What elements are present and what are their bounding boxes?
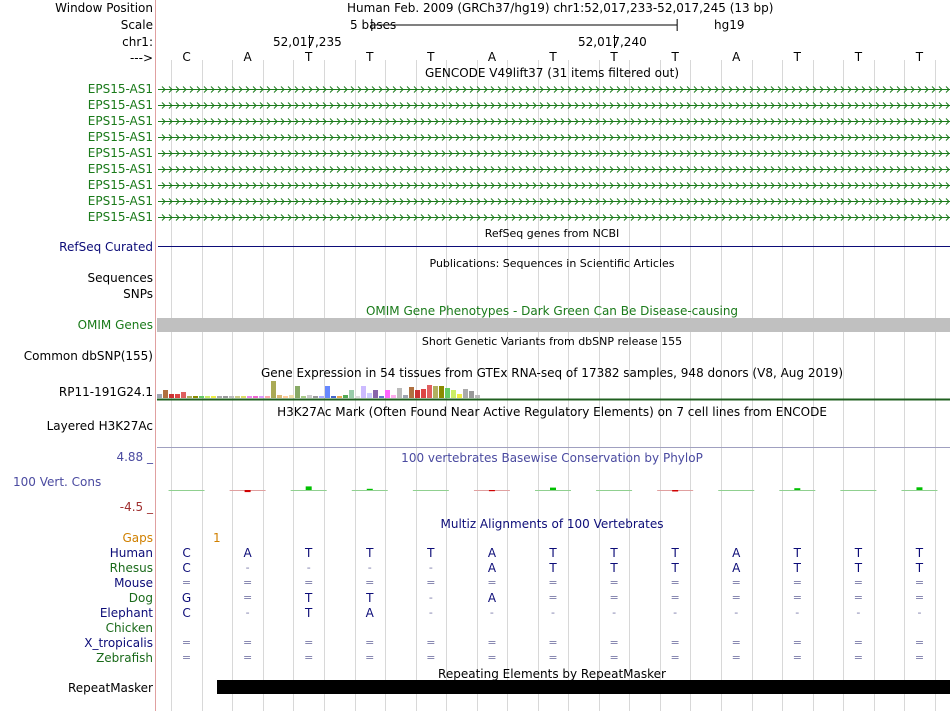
multiz-aligned-base: =: [487, 576, 497, 589]
multiz-aligned-base: =: [243, 576, 253, 589]
multiz-aligned-base: =: [853, 636, 863, 649]
reference-base: T: [915, 50, 924, 64]
multiz-aligned-base: T: [366, 591, 374, 605]
multiz-aligned-base: =: [731, 576, 741, 589]
gencode-transcript-label[interactable]: EPS15-AS1: [87, 82, 153, 96]
reference-base: T: [427, 50, 435, 64]
gtex-tissue-bar: [163, 390, 168, 398]
multiz-aligned-base: T: [793, 561, 801, 575]
multiz-title: Multiz Alignments of 100 Vertebrates: [440, 517, 664, 531]
multiz-aligned-base: =: [609, 576, 619, 589]
gtex-tissue-bar: [445, 388, 450, 398]
multiz-aligned-base: =: [670, 591, 680, 604]
multiz-species-label[interactable]: Mouse: [114, 576, 153, 590]
multiz-aligned-base: T: [854, 561, 863, 575]
reference-base: A: [732, 50, 741, 64]
reference-base: T: [793, 50, 801, 64]
gtex-tissue-bar: [349, 390, 354, 398]
multiz-species-label[interactable]: Zebrafish: [96, 651, 153, 665]
multiz-aligned-base: -: [428, 606, 433, 619]
gencode-transcript-label[interactable]: EPS15-AS1: [87, 114, 153, 128]
multiz-aligned-base: =: [243, 651, 253, 664]
refseq-title: RefSeq genes from NCBI: [484, 227, 620, 240]
multiz-aligned-base: -: [428, 591, 433, 604]
gtex-tissue-bar: [451, 390, 456, 398]
gtex-tissue-bar: [409, 387, 414, 398]
gtex-tissue-bar: [373, 390, 378, 398]
multiz-aligned-base: T: [305, 546, 313, 560]
publications-label-snps[interactable]: SNPs: [123, 287, 153, 301]
gtex-tissue-bar: [217, 396, 222, 398]
multiz-species-label[interactable]: X_tropicalis: [84, 636, 153, 650]
multiz-aligned-base: =: [304, 636, 314, 649]
gtex-tissue-bar: [469, 391, 474, 398]
gtex-tissue-bar: [397, 388, 402, 398]
gtex-tissue-bar: [283, 396, 288, 398]
multiz-aligned-base: T: [427, 546, 435, 560]
phylop-max-label: 4.88 _: [116, 450, 153, 464]
multiz-aligned-base: =: [670, 651, 680, 664]
multiz-aligned-base: A: [732, 546, 741, 560]
omim-phenotype-bar: [157, 318, 950, 332]
gtex-tissue-bar: [157, 394, 162, 398]
multiz-aligned-base: =: [670, 576, 680, 589]
strand-label: --->: [129, 51, 153, 65]
dbsnp-label[interactable]: Common dbSNP(155): [23, 349, 153, 363]
multiz-species-label[interactable]: Chicken: [105, 621, 153, 635]
reference-base: A: [487, 50, 497, 64]
gtex-tissue-bar: [313, 396, 318, 398]
multiz-aligned-base: =: [914, 651, 925, 664]
multiz-species-label[interactable]: Dog: [128, 591, 153, 605]
gtex-tissue-bar: [421, 389, 426, 398]
multiz-aligned-base: -: [917, 606, 922, 619]
multiz-aligned-base: =: [609, 651, 619, 664]
phylop-title: 100 vertebrates Basewise Conservation by PhyloP: [401, 451, 703, 465]
gtex-label[interactable]: RP11-191G24.1: [58, 385, 153, 399]
reference-base: C: [182, 50, 191, 64]
multiz-aligned-base: -: [367, 561, 372, 574]
publications-title: Publications: Sequences in Scientific Articles: [429, 257, 675, 270]
gtex-tissue-bar: [385, 390, 390, 398]
multiz-aligned-base: =: [243, 636, 253, 649]
multiz-aligned-base: C: [182, 561, 191, 575]
multiz-aligned-base: =: [609, 636, 619, 649]
multiz-aligned-base: =: [181, 636, 192, 649]
gtex-tissue-bar: [427, 385, 432, 398]
reference-base: T: [305, 50, 313, 64]
multiz-aligned-base: =: [792, 636, 802, 649]
multiz-aligned-base: =: [853, 651, 863, 664]
gaps-label: Gaps: [122, 531, 153, 545]
multiz-aligned-base: A: [487, 546, 497, 560]
gtex-tissue-bar: [205, 396, 210, 398]
phylop-score-bar: [306, 486, 312, 490]
multiz-aligned-base: -: [245, 606, 250, 619]
gtex-tissue-bar: [325, 386, 330, 398]
gtex-tissue-bar: [193, 396, 198, 398]
reference-base: T: [854, 50, 863, 64]
reference-base: T: [366, 50, 374, 64]
multiz-aligned-base: T: [610, 561, 618, 575]
multiz-aligned-base: T: [854, 546, 863, 560]
gtex-tissue-bar: [295, 386, 300, 398]
multiz-aligned-base: -: [428, 561, 433, 574]
position-readout: Human Feb. 2009 (GRCh37/hg19) chr1:52,017,233-52,017,245 (13 bp): [347, 1, 774, 15]
gtex-tissue-bar: [235, 396, 240, 398]
gtex-tissue-bar: [277, 395, 282, 398]
multiz-aligned-base: T: [305, 606, 313, 620]
reference-base: T: [671, 50, 679, 64]
gtex-tissue-bar: [229, 396, 234, 398]
coord-tick-1: 52,017,235: [273, 35, 342, 49]
multiz-aligned-base: =: [304, 576, 314, 589]
gencode-transcript-label[interactable]: EPS15-AS1: [87, 162, 153, 176]
h3k27ac-label[interactable]: Layered H3K27Ac: [46, 419, 153, 433]
gtex-tissue-bar: [271, 381, 276, 398]
publications-label-sequences[interactable]: Sequences: [87, 271, 153, 285]
reference-base: T: [549, 50, 557, 64]
multiz-aligned-base: T: [366, 546, 374, 560]
gtex-tissue-bar: [403, 395, 408, 398]
gtex-tissue-bar: [415, 390, 420, 398]
multiz-aligned-base: =: [792, 651, 802, 664]
gtex-tissue-bar: [367, 393, 372, 398]
multiz-aligned-base: T: [915, 561, 924, 575]
multiz-aligned-base: -: [612, 606, 617, 619]
multiz-aligned-base: T: [305, 591, 313, 605]
gtex-tissue-bar: [211, 396, 216, 398]
gtex-tissue-bar: [307, 395, 312, 398]
gencode-transcript-label[interactable]: EPS15-AS1: [87, 210, 153, 224]
multiz-aligned-base: -: [551, 606, 555, 619]
multiz-aligned-base: -: [734, 606, 739, 619]
multiz-aligned-base: =: [243, 591, 253, 604]
multiz-aligned-base: -: [306, 561, 311, 574]
multiz-aligned-base: =: [548, 576, 558, 589]
phylop-score-bar: [245, 490, 251, 492]
gencode-transcript-label[interactable]: EPS15-AS1: [87, 146, 153, 160]
gtex-tissue-bar: [169, 394, 174, 398]
gencode-transcript-label[interactable]: EPS15-AS1: [87, 98, 153, 112]
omim-label[interactable]: OMIM Genes: [77, 318, 153, 332]
multiz-aligned-base: A: [243, 546, 252, 560]
chrom-label: chr1:: [122, 35, 153, 49]
multiz-aligned-base: =: [426, 636, 436, 649]
multiz-aligned-base: T: [549, 546, 557, 560]
reference-base: A: [243, 50, 252, 64]
multiz-aligned-base: =: [853, 591, 863, 604]
gencode-transcript-label[interactable]: EPS15-AS1: [87, 178, 153, 192]
multiz-aligned-base: =: [365, 651, 375, 664]
h3k27ac-title: H3K27Ac Mark (Often Found Near Active Regulatory Elements) on 7 cell lines from ENCODE: [277, 405, 827, 419]
multiz-aligned-base: =: [853, 576, 863, 589]
repeatmasker-element: [217, 680, 950, 694]
phylop-score-bar: [672, 490, 678, 492]
gtex-tissue-bar: [475, 395, 480, 398]
multiz-aligned-base: T: [915, 546, 924, 560]
multiz-aligned-base: C: [182, 606, 191, 620]
phylop-score-bar: [489, 490, 495, 491]
coord-tick-2: 52,017,240: [578, 35, 647, 49]
label-divider: [155, 0, 156, 711]
multiz-aligned-base: =: [304, 651, 314, 664]
multiz-aligned-base: -: [673, 606, 678, 619]
multiz-aligned-base: -: [795, 606, 800, 619]
multiz-aligned-base: =: [426, 576, 436, 589]
gtex-tissue-bar: [241, 396, 246, 398]
gtex-tissue-bar: [259, 396, 264, 398]
multiz-species-label[interactable]: Rhesus: [109, 561, 153, 575]
multiz-aligned-base: A: [732, 561, 741, 575]
dbsnp-title: Short Genetic Variants from dbSNP release 155: [421, 335, 683, 348]
gtex-tissue-bar: [247, 396, 252, 398]
gtex-tissue-bar: [463, 389, 468, 398]
phylop-score-bar: [367, 489, 373, 490]
multiz-aligned-base: T: [793, 546, 801, 560]
multiz-aligned-base: A: [365, 606, 374, 620]
multiz-aligned-base: =: [181, 576, 192, 589]
gtex-tissue-bar: [457, 394, 462, 398]
repeatmasker-title: Repeating Elements by RepeatMasker: [438, 667, 666, 681]
multiz-species-label[interactable]: Elephant: [99, 606, 153, 620]
multiz-aligned-base: =: [365, 636, 375, 649]
multiz-aligned-base: G: [181, 591, 192, 605]
multiz-species-label[interactable]: Human: [109, 546, 153, 560]
gtex-tissue-bar: [379, 396, 384, 398]
gtex-tissue-bar: [223, 396, 228, 398]
gencode-transcript-label[interactable]: EPS15-AS1: [87, 194, 153, 208]
phylop-score-bar: [916, 487, 922, 490]
gtex-tissue-bar: [391, 395, 396, 398]
multiz-aligned-base: =: [365, 576, 375, 589]
multiz-aligned-base: =: [548, 591, 558, 604]
gtex-tissue-bar: [199, 396, 204, 398]
gtex-tissue-bar: [439, 386, 444, 398]
multiz-aligned-base: -: [245, 561, 250, 574]
gtex-tissue-bar: [355, 396, 360, 398]
phylop-min-label: -4.5 _: [119, 500, 153, 514]
multiz-aligned-base: =: [914, 636, 925, 649]
window-position-label: Window Position: [55, 1, 153, 15]
gtex-title: Gene Expression in 54 tissues from GTEx RNA-seq of 17382 samples, 948 donors (V8, Aug 2019): [260, 366, 844, 380]
scale-bases: 5 bases: [350, 18, 397, 32]
gencode-transcript-label[interactable]: EPS15-AS1: [87, 130, 153, 144]
gtex-tissue-bar: [337, 396, 342, 398]
multiz-aligned-base: =: [548, 651, 558, 664]
gtex-tissue-bar: [433, 386, 438, 398]
gtex-tissue-bar: [301, 396, 306, 398]
multiz-aligned-base: =: [487, 651, 497, 664]
gencode-title: GENCODE V49lift37 (31 items filtered out): [424, 66, 680, 80]
reference-base: T: [610, 50, 618, 64]
refseq-label[interactable]: RefSeq Curated: [59, 240, 153, 254]
multiz-aligned-base: A: [487, 591, 497, 605]
multiz-aligned-base: T: [671, 561, 679, 575]
gtex-tissue-bar: [289, 395, 294, 398]
multiz-aligned-base: =: [731, 636, 741, 649]
multiz-aligned-base: =: [914, 591, 925, 604]
gtex-tissue-bar: [343, 395, 348, 398]
phylop-score-bar: [550, 488, 556, 490]
multiz-aligned-base: =: [609, 591, 619, 604]
multiz-aligned-base: T: [671, 546, 679, 560]
multiz-aligned-base: =: [548, 636, 558, 649]
gtex-tissue-bar: [361, 386, 366, 398]
multiz-aligned-base: =: [426, 651, 436, 664]
gtex-tissue-bar: [175, 394, 180, 398]
multiz-aligned-base: C: [182, 546, 191, 560]
multiz-aligned-base: =: [670, 636, 680, 649]
gtex-tissue-bar: [253, 396, 258, 398]
scale-db: hg19: [714, 18, 745, 32]
multiz-aligned-base: =: [792, 576, 802, 589]
gtex-tissue-bar: [187, 396, 192, 398]
multiz-aligned-base: A: [487, 561, 497, 575]
phylop-score-bar: [794, 488, 800, 490]
phylop-label[interactable]: 100 Vert. Cons: [13, 475, 102, 489]
multiz-aligned-base: T: [610, 546, 618, 560]
gtex-tissue-bar: [319, 396, 324, 398]
gtex-tissue-bar: [331, 396, 336, 398]
gaps-count: 1: [213, 531, 221, 545]
multiz-aligned-base: -: [856, 606, 861, 619]
repeatmasker-label[interactable]: RepeatMasker: [67, 681, 153, 695]
multiz-aligned-base: =: [731, 651, 741, 664]
gtex-tissue-bar: [181, 392, 186, 398]
multiz-aligned-base: =: [181, 651, 192, 664]
gtex-tissue-bar: [265, 396, 270, 398]
omim-title: OMIM Gene Phenotypes - Dark Green Can Be Disease-causing: [365, 304, 739, 318]
multiz-aligned-base: -: [489, 606, 494, 619]
multiz-aligned-base: =: [731, 591, 741, 604]
multiz-aligned-base: =: [914, 576, 925, 589]
scale-label: Scale: [120, 18, 153, 32]
multiz-aligned-base: T: [549, 561, 557, 575]
multiz-aligned-base: =: [487, 636, 497, 649]
multiz-aligned-base: =: [792, 591, 802, 604]
